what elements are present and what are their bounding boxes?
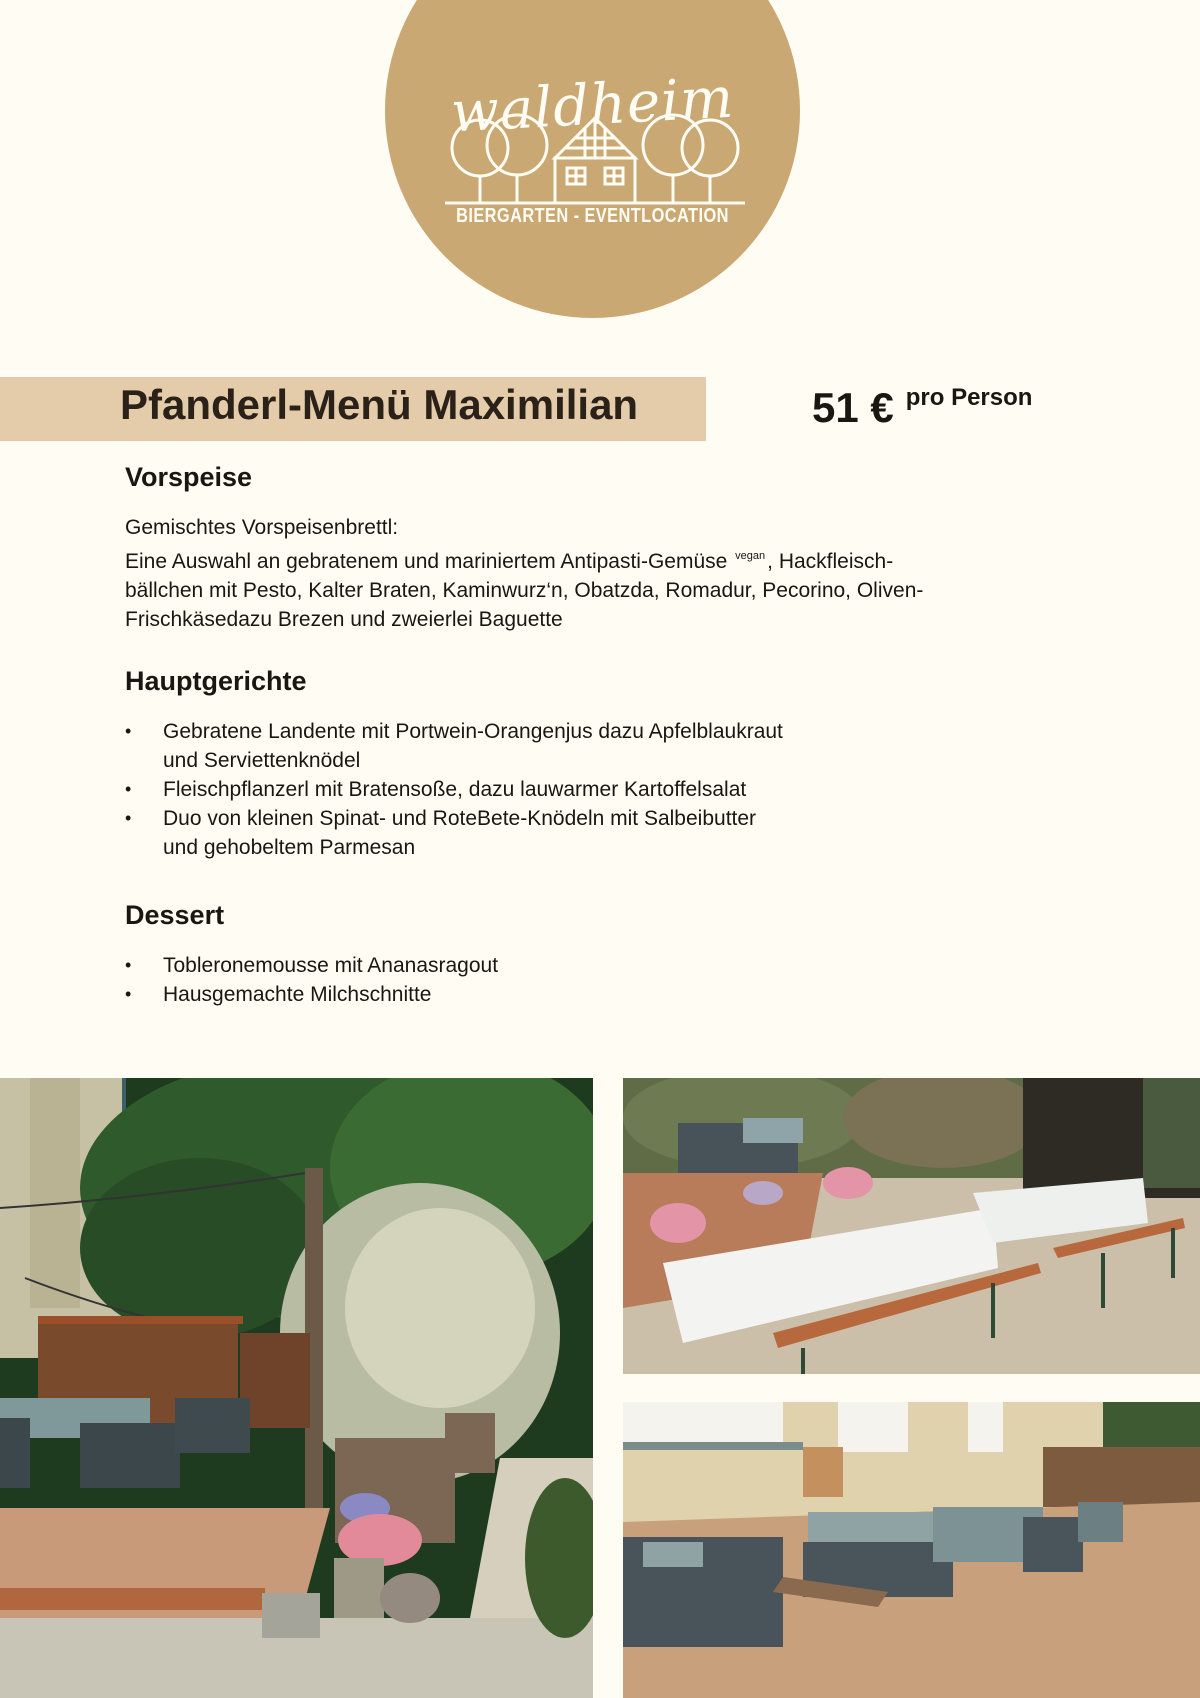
vorspeise-text: Eine Auswahl an gebratenem und mariniertem Antipasti-Gemüse xyxy=(125,550,728,573)
dish-list xyxy=(125,717,925,862)
list-item xyxy=(125,717,925,775)
logo-wordmark: waldheim xyxy=(449,65,736,146)
section-vorspeise xyxy=(125,462,1025,634)
vorspeise-text: , Hackfleisch- xyxy=(767,550,894,573)
photo-terrace-lounge xyxy=(623,1402,1200,1698)
list-item xyxy=(125,804,925,862)
vegan-tag: vegan xyxy=(735,550,766,562)
logo-tagline: BIERGARTEN - EVENTLOCATION xyxy=(456,205,729,227)
photo-beer-tables-set xyxy=(623,1078,1200,1374)
price-unit: pro Person xyxy=(905,384,1033,411)
waldheim-logo xyxy=(385,0,800,318)
vorspeise-line: bällchen mit Pesto, Kalter Braten, Kaminwurz‘n, Obatzda, Romadur, Pecorino, Oliven- xyxy=(125,579,924,602)
dish-text: und Serviettenknödel xyxy=(163,749,361,772)
menu-title: Pfanderl-Menü Maximilian xyxy=(120,381,639,428)
section-heading: Dessert xyxy=(125,900,225,930)
vorspeise-description xyxy=(125,513,1025,634)
section-dessert xyxy=(125,900,725,1009)
list-item: • Hausgemachte Milchschnitte xyxy=(125,980,725,1009)
dish-text: und gehobeltem Parmesan xyxy=(163,836,416,859)
vorspeise-intro: Gemischtes Vorspeisenbrettl: xyxy=(125,516,399,539)
section-heading: Hauptgerichte xyxy=(125,666,307,696)
list-item xyxy=(125,775,925,804)
vorspeise-line: Frischkäsedazu Brezen und zweierlei Baguette xyxy=(125,608,563,631)
dish-list xyxy=(125,951,725,1009)
vorspeise-line xyxy=(125,542,1025,576)
price xyxy=(812,384,1032,432)
dish-text: • Gebratene Landente mit Portwein-Orangenjus dazu Apfelblaukraut xyxy=(163,720,783,743)
photo-beer-garden-lounge-deck xyxy=(0,1078,593,1698)
price-amount: 51 € xyxy=(812,384,894,431)
house-and-trees-icon xyxy=(445,103,745,213)
section-heading: Vorspeise xyxy=(125,462,253,492)
list-item: • Tobleronemousse mit Ananasragout xyxy=(125,951,725,980)
dish-text: • Duo von kleinen Spinat- und RoteBete-Knödeln mit Salbeibutter xyxy=(163,807,757,830)
dish-text: • Fleischpflanzerl mit Bratensoße, dazu lauwarmer Kartoffelsalat xyxy=(163,778,747,801)
section-hauptgerichte xyxy=(125,666,925,862)
